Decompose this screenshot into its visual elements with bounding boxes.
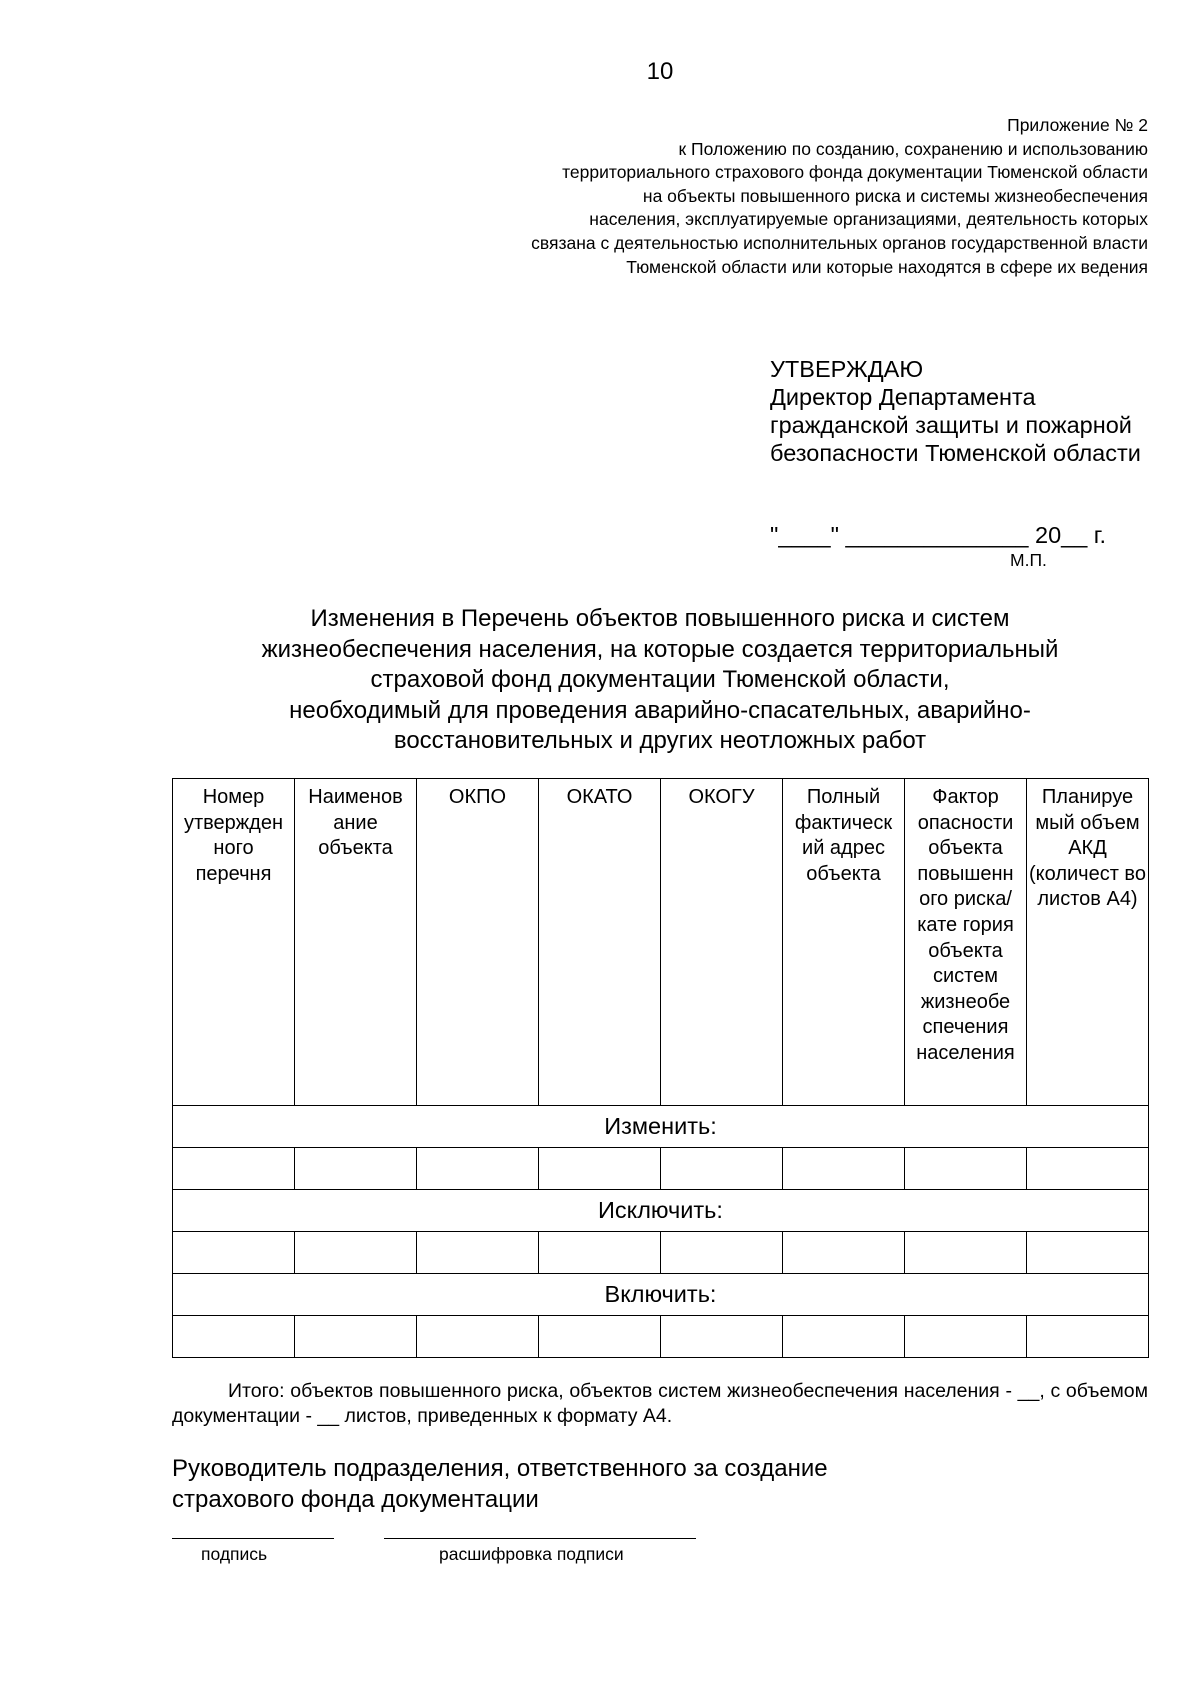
appendix-line: на объекты повышенного риска и системы жизнеобеспечения <box>642 185 1148 206</box>
table-header-row <box>173 779 1149 1106</box>
col-header-planned-volume: Планируе мый объем АКД (количест во листов А4) <box>1027 779 1149 1106</box>
table-cell[interactable] <box>539 1148 661 1190</box>
appendix-line: к Положению по созданию, сохранению и использованию <box>678 138 1148 159</box>
col-header-okato: ОКАТО <box>539 779 661 1106</box>
table-cell[interactable] <box>173 1316 295 1358</box>
table-cell[interactable] <box>539 1232 661 1274</box>
total-summary: Итого: объектов повышенного риска, объектов систем жизнеобеспечения населения - __, с объемом документации - __ листов, приведенных к формату А4. <box>172 1380 1148 1427</box>
appendix-line: Приложение № 2 <box>1007 115 1148 135</box>
table-cell[interactable] <box>661 1232 783 1274</box>
signature-caption: подпись <box>201 1544 268 1564</box>
title-line: жизнеобеспечения населения, на которые создается территориальный <box>261 635 1059 663</box>
responsible-head <box>172 1453 828 1515</box>
appendix-line: территориального страхового фонда документации Тюменской области <box>562 162 1148 183</box>
title-line: необходимый для проведения аварийно-спасательных, аварийно- <box>289 696 1031 724</box>
signature-decoding-line <box>384 1538 696 1539</box>
section-row-include <box>173 1274 1149 1316</box>
table-cell[interactable] <box>1027 1148 1149 1190</box>
col-header-list-number: Номер утвержден ного перечня <box>173 779 295 1106</box>
table-row <box>173 1148 1149 1190</box>
stamp-label: М.П. <box>1010 550 1047 570</box>
responsible-head-line: страхового фонда документации <box>172 1486 539 1513</box>
table-cell[interactable] <box>783 1316 905 1358</box>
section-row-change <box>173 1106 1149 1148</box>
col-header-okpo: ОКПО <box>417 779 539 1106</box>
table-cell[interactable] <box>783 1148 905 1190</box>
table-cell[interactable] <box>295 1316 417 1358</box>
approval-date-line: "____" ______________ 20__ г. <box>770 522 1107 548</box>
section-label-change: Изменить: <box>173 1106 1149 1148</box>
table-cell[interactable] <box>905 1316 1027 1358</box>
table-cell[interactable] <box>295 1232 417 1274</box>
table-cell[interactable] <box>539 1316 661 1358</box>
table-cell[interactable] <box>783 1232 905 1274</box>
responsible-head-line: Руководитель подразделения, ответственного за создание <box>172 1455 828 1482</box>
table-cell[interactable] <box>661 1316 783 1358</box>
signature-line <box>172 1538 334 1539</box>
appendix-header <box>531 114 1148 279</box>
appendix-line: населения, эксплуатируемые организациями, деятельность которых <box>589 209 1148 230</box>
signature-decoding-caption: расшифровка подписи <box>439 1544 624 1564</box>
section-label-exclude: Исключить: <box>173 1190 1149 1232</box>
appendix-line: связана с деятельностью исполнительных органов государственной власти <box>531 232 1148 253</box>
col-header-address: Полный фактическ ий адрес объекта <box>783 779 905 1106</box>
section-row-exclude <box>173 1190 1149 1232</box>
approval-block <box>770 355 1170 467</box>
col-header-object-name: Наименов ание объекта <box>295 779 417 1106</box>
title-line: Изменения в Перечень объектов повышенного риска и систем <box>310 605 1010 632</box>
table-cell[interactable] <box>1027 1316 1149 1358</box>
table-cell[interactable] <box>295 1148 417 1190</box>
page-number: 10 <box>646 58 674 85</box>
table-row <box>173 1316 1149 1358</box>
table-cell[interactable] <box>417 1232 539 1274</box>
table-cell[interactable] <box>661 1148 783 1190</box>
document-title <box>160 604 1160 757</box>
table-cell[interactable] <box>905 1148 1027 1190</box>
col-header-okogu: ОКОГУ <box>661 779 783 1106</box>
title-line: страховой фонд документации Тюменской области, <box>370 666 950 693</box>
approval-heading: УТВЕРЖДАЮ <box>770 356 924 382</box>
changes-table <box>172 778 1149 1358</box>
table-cell[interactable] <box>417 1316 539 1358</box>
table-cell[interactable] <box>905 1232 1027 1274</box>
approval-position: Директор Департамента гражданской защиты и пожарной безопасности Тюменской области <box>770 384 1141 466</box>
table-row <box>173 1232 1149 1274</box>
table-cell[interactable] <box>173 1148 295 1190</box>
section-label-include: Включить: <box>173 1274 1149 1316</box>
table-cell[interactable] <box>173 1232 295 1274</box>
table-cell[interactable] <box>417 1148 539 1190</box>
appendix-line: Тюменской области или которые находятся в сфере их ведения <box>626 256 1148 277</box>
table-cell[interactable] <box>1027 1232 1149 1274</box>
col-header-hazard-factor: Фактор опасности объекта повышенн ого риска/кате гория объекта систем жизнеобе спечения населения <box>905 779 1027 1106</box>
title-line: восстановительных и других неотложных работ <box>393 727 927 754</box>
